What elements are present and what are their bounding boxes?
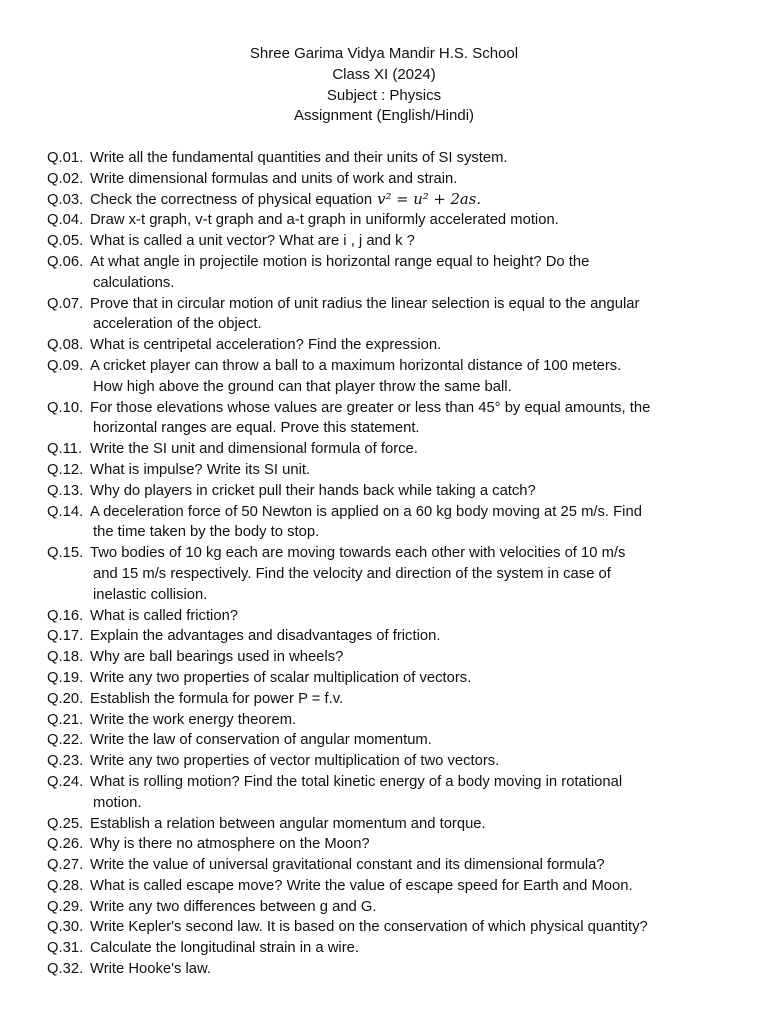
question-text <box>90 231 745 252</box>
question-text <box>90 294 745 336</box>
question-number: Q.09. <box>47 357 84 374</box>
question-item <box>47 502 747 544</box>
question-text <box>90 148 745 169</box>
question-number: Q.26. <box>47 836 84 853</box>
question-line: Write the law of conservation of angular momentum. <box>90 732 432 749</box>
question-text <box>90 190 745 211</box>
question-number: Q.28. <box>47 877 84 894</box>
question-line: Write any two properties of vector multiplication of two vectors. <box>90 753 500 770</box>
question-item <box>47 772 747 814</box>
question-text <box>90 814 745 835</box>
question-number: Q.21. <box>47 711 84 728</box>
question-item <box>47 210 747 231</box>
question-line: Explain the advantages and disadvantages of friction. <box>90 628 441 645</box>
question-text <box>90 668 745 689</box>
question-item <box>47 148 747 169</box>
question-item <box>47 231 747 252</box>
question-item <box>47 190 747 211</box>
question-item <box>47 834 747 855</box>
question-line: Write dimensional formulas and units of work and strain. <box>90 170 458 187</box>
question-text <box>90 460 745 481</box>
question-text <box>90 335 745 356</box>
question-line: Write all the fundamental quantities and their units of SI system. <box>90 150 508 166</box>
question-text <box>90 502 745 544</box>
question-text <box>90 210 745 231</box>
question-line: What is impulse? Write its SI unit. <box>90 461 311 478</box>
question-number: Q.01. <box>47 150 84 166</box>
question-item <box>47 169 747 190</box>
question-number: Q.10. <box>47 399 84 416</box>
question-number: Q.06. <box>47 253 84 270</box>
question-item <box>47 335 747 356</box>
question-text <box>90 772 745 814</box>
question-item <box>47 730 747 751</box>
question-number: Q.18. <box>47 649 84 666</box>
question-number: Q.16. <box>47 607 84 624</box>
question-line: What is called friction? <box>90 607 239 624</box>
question-line: What is called a unit vector? What are i , j and k ? <box>90 233 415 250</box>
question-line: Establish a relation between angular momentum and torque. <box>90 815 486 832</box>
question-line: Check the correctness of physical equation <box>90 191 373 208</box>
question-text <box>90 356 745 398</box>
question-text <box>90 606 745 627</box>
question-item <box>47 710 747 731</box>
question-text <box>90 938 745 959</box>
question-line: Why do players in cricket pull their hands back while taking a catch? <box>90 482 536 499</box>
question-continuation-line: acceleration of the object. <box>93 316 262 333</box>
question-continuation-line: calculations. <box>93 274 175 291</box>
question-continuation-line: and 15 m/s respectively. Find the velocity and direction of the system in case of <box>93 565 611 582</box>
question-text <box>90 730 745 751</box>
question-number: Q.24. <box>47 773 84 790</box>
question-item <box>47 897 747 918</box>
question-line: What is called escape move? Write the value of escape speed for Earth and Moon. <box>90 877 633 894</box>
question-text <box>90 710 745 731</box>
question-line: Write any two differences between g and G. <box>90 898 377 915</box>
question-text <box>90 855 745 876</box>
question-text <box>90 398 745 440</box>
question-text <box>90 169 745 190</box>
question-item <box>47 356 747 398</box>
question-line: Write the work energy theorem. <box>90 711 297 728</box>
assignment-title: Assignment (English/Hindi) <box>293 107 475 125</box>
question-continuation-line: motion. <box>93 794 142 811</box>
question-continuation-line: inelastic collision. <box>93 586 208 603</box>
question-text <box>90 751 745 772</box>
class-line: Class XI (2024) <box>332 65 436 83</box>
question-number: Q.31. <box>47 940 84 957</box>
question-item <box>47 481 747 502</box>
question-item <box>47 626 747 647</box>
question-item <box>47 959 747 980</box>
question-number: Q.05. <box>47 233 84 250</box>
question-number: Q.23. <box>47 753 84 770</box>
question-line: Write the value of universal gravitational constant and its dimensional formula? <box>90 857 605 874</box>
question-number: Q.20. <box>47 690 84 707</box>
question-line: Why are ball bearings used in wheels? <box>90 649 344 666</box>
question-number: Q.15. <box>47 545 84 562</box>
question-number: Q.22. <box>47 732 84 749</box>
question-line: For those elevations whose values are greater or less than 45° by equal amounts, the <box>90 399 651 416</box>
question-continuation-line: How high above the ground can that player throw the same ball. <box>93 378 512 395</box>
question-number: Q.29. <box>47 898 84 915</box>
question-item <box>47 751 747 772</box>
question-text <box>90 252 745 294</box>
question-item <box>47 294 747 336</box>
question-number: Q.14. <box>47 503 84 520</box>
question-text <box>90 543 745 605</box>
question-number: Q.11. <box>47 441 83 458</box>
question-number: Q.13. <box>47 482 84 499</box>
question-text <box>90 439 745 460</box>
question-line: What is centripetal acceleration? Find the expression. <box>90 337 442 354</box>
question-number: Q.04. <box>47 212 84 229</box>
question-line: Calculate the longitudinal strain in a wire. <box>90 940 359 957</box>
question-number: Q.17. <box>47 628 84 645</box>
question-text <box>90 481 745 502</box>
question-item <box>47 876 747 897</box>
question-line: Write Hooke's law. <box>90 961 211 978</box>
question-line: A cricket player can throw a ball to a maximum horizontal distance of 100 meters. <box>90 357 622 374</box>
question-number: Q.30. <box>47 919 84 936</box>
subject-line: Subject : Physics <box>326 86 442 104</box>
question-line: Write Kepler's second law. It is based on the conservation of which physical quantity? <box>90 919 648 936</box>
question-text <box>90 959 745 980</box>
question-text <box>90 897 745 918</box>
question-text <box>90 689 745 710</box>
question-list <box>47 148 747 980</box>
question-number: Q.08. <box>47 337 84 354</box>
question-line: Prove that in circular motion of unit radius the linear selection is equal to the angular <box>90 295 640 312</box>
question-continuation-line: the time taken by the body to stop. <box>93 524 320 541</box>
question-item <box>47 543 747 605</box>
question-number: Q.07. <box>47 295 84 312</box>
question-text <box>90 834 745 855</box>
document-header <box>0 44 768 127</box>
question-item <box>47 606 747 627</box>
question-line: At what angle in projectile motion is horizontal range equal to height? Do the <box>90 253 590 270</box>
question-number: Q.19. <box>47 669 84 686</box>
question-text <box>90 876 745 897</box>
question-item <box>47 917 747 938</box>
question-number: Q.25. <box>47 815 84 832</box>
question-line: A deceleration force of 50 Newton is applied on a 60 kg body moving at 25 m/s. Find <box>90 503 642 520</box>
question-item <box>47 647 747 668</box>
question-line: Draw x-t graph, v-t graph and a-t graph in uniformly accelerated motion. <box>90 212 559 229</box>
question-text <box>90 626 745 647</box>
school-name: Shree Garima Vidya Mandir H.S. School <box>249 45 519 62</box>
question-item <box>47 855 747 876</box>
question-text <box>90 647 745 668</box>
question-number: Q.32. <box>47 961 84 978</box>
question-line: What is rolling motion? Find the total kinetic energy of a body moving in rotational <box>90 773 623 790</box>
question-number: Q.12. <box>47 461 84 478</box>
question-item <box>47 398 747 440</box>
question-item <box>47 814 747 835</box>
question-number: Q.27. <box>47 857 84 874</box>
question-item <box>47 938 747 959</box>
question-number: Q.03. <box>47 191 84 208</box>
physics-equation: v² = u² + 2as. <box>377 190 482 208</box>
question-text <box>90 917 745 938</box>
question-line: Write the SI unit and dimensional formula of force. <box>90 441 418 458</box>
question-line: Why is there no atmosphere on the Moon? <box>90 836 370 853</box>
question-item <box>47 668 747 689</box>
question-line: Write any two properties of scalar multiplication of vectors. <box>90 669 472 686</box>
question-line: Establish the formula for power P = f.v. <box>90 690 344 707</box>
question-continuation-line: horizontal ranges are equal. Prove this statement. <box>93 420 420 437</box>
question-line: Two bodies of 10 kg each are moving towards each other with velocities of 10 m/s <box>90 545 626 562</box>
question-number: Q.02. <box>47 170 84 187</box>
question-item <box>47 460 747 481</box>
question-item <box>47 252 747 294</box>
question-item <box>47 439 747 460</box>
question-item <box>47 689 747 710</box>
